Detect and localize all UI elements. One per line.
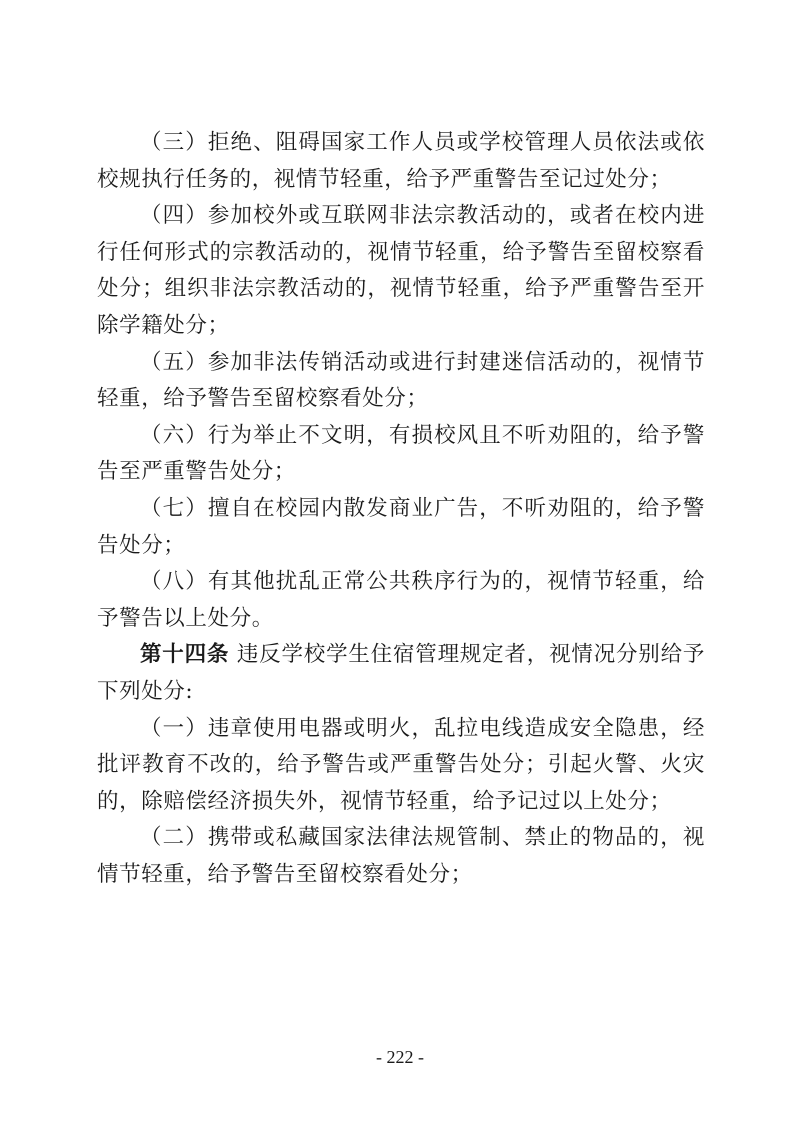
clause-paragraph: （七）擅自在校园内散发商业广告，不听劝阻的，给予警告处分； bbox=[97, 495, 705, 558]
article-paragraph bbox=[97, 637, 705, 710]
clause-paragraph: （八）有其他扰乱正常公共秩序行为的，视情节轻重，给予警告以上处分。 bbox=[97, 569, 705, 631]
article-text: 违反学校学生住宿管理规定者，视情况分别给予下列处分: bbox=[97, 642, 705, 704]
page-number: - 222 - bbox=[376, 1047, 424, 1067]
clause-paragraph: （三）拒绝、阻碍国家工作人员或学校管理人员依法或依校规执行任务的，视情节轻重，给予严重警告至记过处分； bbox=[97, 130, 705, 192]
clause-paragraph: （二）携带或私藏国家法律法规管制、禁止的物品的，视情节轻重，给予警告至留校察看处分； bbox=[97, 825, 705, 887]
clause-paragraph: （五）参加非法传销活动或进行封建迷信活动的，视情节轻重，给予警告至留校察看处分； bbox=[97, 349, 705, 412]
clause-paragraph: （四）参加校外或互联网非法宗教活动的，或者在校内进行任何形式的宗教活动的，视情节轻重，给予警告至留校察看处分；组织非法宗教活动的，视情节轻重，给予严重警告至开除学籍处分； bbox=[97, 203, 705, 338]
article-heading: 第十四条 bbox=[140, 642, 230, 668]
document-body bbox=[97, 125, 705, 893]
clause-paragraph: （六）行为举止不文明，有损校风且不听劝阻的，给予警告至严重警告处分； bbox=[97, 422, 705, 485]
clause-paragraph: （一）违章使用电器或明火，乱拉电线造成安全隐患，经批评教育不改的，给予警告或严重警告处分；引起火警、火灾的，除赔偿经济损失外，视情节轻重，给予记过以上处分； bbox=[97, 715, 705, 814]
